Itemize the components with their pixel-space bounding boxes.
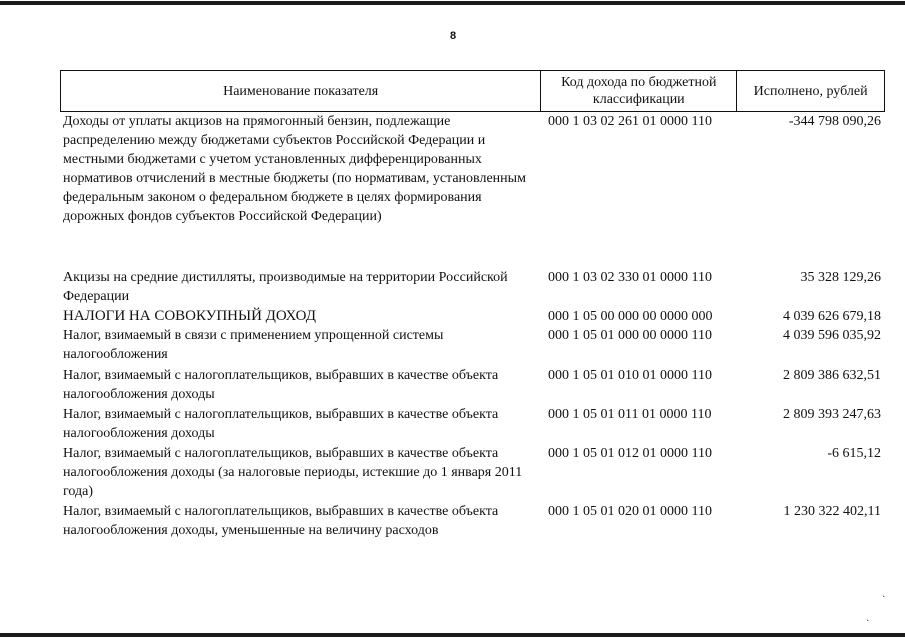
scan-speck: ·: [866, 616, 870, 627]
row-code: 000 1 05 01 020 01 0000 110: [548, 504, 712, 519]
row-code: 000 1 05 01 000 00 0000 110: [548, 328, 712, 343]
top-border-rule: [0, 1, 905, 5]
row-value: 4 039 596 035,92: [783, 328, 881, 343]
bottom-border-rule: [0, 633, 905, 637]
header-name: Наименование показателя: [61, 71, 541, 112]
table-header-row: [61, 71, 885, 112]
row-name: Налог, взимаемый с налогоплательщиков, выбравших в качестве объекта налогообложения доходы: [63, 407, 499, 441]
row-value: -6 615,12: [827, 446, 881, 461]
row-value: 2 809 393 247,63: [783, 407, 881, 422]
row-code: 000 1 05 01 011 01 0000 110: [548, 407, 712, 422]
row-name: Налог, взимаемый с налогоплательщиков, выбравших в качестве объекта налогообложения доходы (за налоговые периоды, истекшие до 1 января 2011 года): [63, 446, 523, 499]
row-name: Налог, взимаемый в связи с применением упрощенной системы налогообложения: [63, 328, 444, 362]
row-value: 2 809 386 632,51: [783, 368, 881, 383]
row-name: Налог, взимаемый с налогоплательщиков, выбравших в качестве объекта налогообложения доходы, уменьшенные на величину расходов: [63, 504, 499, 538]
row-code: 000 1 05 01 012 01 0000 110: [548, 446, 712, 461]
scan-speck: ·: [882, 592, 886, 603]
page-number: 8: [449, 30, 457, 42]
row-name: Акцизы на средние дистилляты, производимые на территории Российской Федерации: [63, 270, 508, 304]
header-code: Код дохода по бюджетной классификации: [541, 71, 737, 112]
row-value: 35 328 129,26: [800, 270, 881, 285]
row-value: -344 798 090,26: [788, 114, 881, 129]
row-name: НАЛОГИ НА СОВОКУПНЫЙ ДОХОД: [63, 308, 316, 324]
header-value: Исполнено, рублей: [737, 71, 885, 112]
row-code: 000 1 03 02 261 01 0000 110: [548, 114, 712, 129]
row-value: 1 230 322 402,11: [783, 504, 881, 519]
row-code: 000 1 05 01 010 01 0000 110: [548, 368, 712, 383]
row-value: 4 039 626 679,18: [783, 309, 881, 324]
table-header: [60, 70, 885, 112]
row-name: Налог, взимаемый с налогоплательщиков, выбравших в качестве объекта налогообложения доходы: [63, 368, 499, 402]
row-code: 000 1 03 02 330 01 0000 110: [548, 270, 712, 285]
row-code: 000 1 05 00 000 00 0000 000: [548, 309, 713, 324]
row-name: Доходы от уплаты акцизов на прямогонный бензин, подлежащие распределению между бюджетами субъектов Российской Федерации и местными бюджетами с учетом установленных дифференцированных нормативов отчислений в местные бюджеты (по нормативам, установленным федеральным законом о федеральном бюджете в целях формирования дорожных фондов субъектов Российской Федерации): [63, 114, 526, 224]
